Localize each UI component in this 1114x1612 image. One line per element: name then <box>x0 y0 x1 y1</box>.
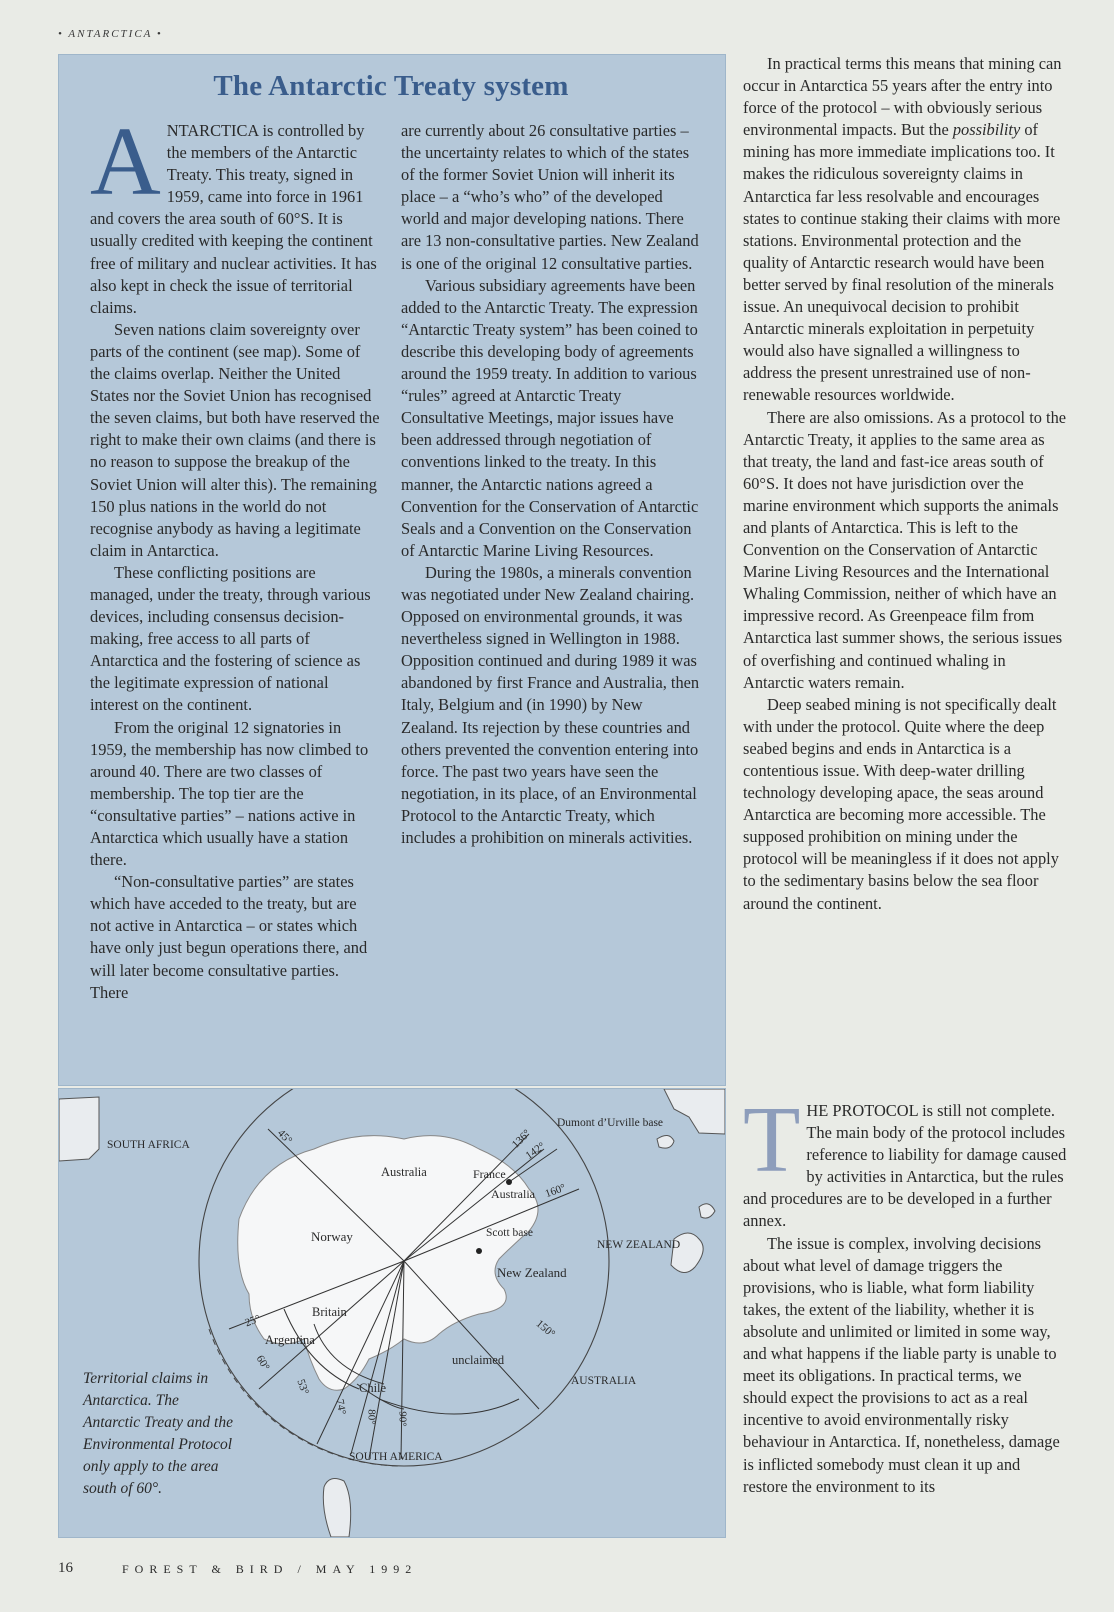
label-australia-land: AUSTRALIA <box>571 1375 637 1387</box>
paragraph: Various subsidiary agreements have been added to the Antarctic Treaty. The expression “Antarctic Treaty system” has been coined to describe this developing body of agreements around the 1959 treaty. In addition to various “rules” agreed at Antarctic Treaty Consultative Meetings, major issues have been addressed through negotiation of conventions linked to the treaty. In this manner, the Antarctic nations agreed a Convention for the Conservation of Antarctic Seals and a Convention on the Conservation of Antarctic Marine Living Resources. <box>401 275 699 560</box>
panel-column-1 <box>90 108 380 1004</box>
degree-90: 90° <box>396 1411 409 1427</box>
label-france: France <box>473 1167 506 1181</box>
degree-142: 142° <box>523 1140 548 1162</box>
paragraph: There are also omissions. As a protocol to the Antarctic Treaty, it applies to the same area as that treaty, the land and fast-ice areas south of 60°S. It does not have jurisdiction over the marine environment which supports the animals and plants of Antarctica. This is left to the Convention on the Conservation of Antarctic Marine Living Resources and the International Whaling Commission, neither of which have an impressive record. As Greenpeace film from Antarctica last summer shows, the serious issues of overfishing and continued whaling in Antarctic waters remain. <box>743 407 1067 692</box>
paragraph: are currently about 26 consultative parties – the uncertainty relates to which of the states of the former Soviet Union will inherit its place – a “who’s who” of the developed world and major developing nations. There are 13 non-consultative parties. New Zealand is one of the original 12 consultative parties. <box>401 121 699 273</box>
degree-136: 136° <box>509 1127 534 1151</box>
paragraph: THE PROTOCOL is still not complete. The main body of the protocol includes reference to liability for damage caused by activities in Antarctica, but the rules and procedures are to be developed in a further annex. <box>743 1088 1067 1231</box>
label-south-america: SOUTH AMERICA <box>349 1451 443 1463</box>
degree-53: 53° <box>294 1377 311 1397</box>
page-number: 16 <box>58 1560 73 1576</box>
right-column-top <box>743 53 1068 915</box>
label-australia-claim: Australia <box>381 1165 427 1179</box>
section-tag: • ANTARCTICA • <box>58 28 163 40</box>
label-dumont-base: Dumont d’Urville base <box>557 1117 664 1129</box>
paragraph: Seven nations claim sovereignty over parts of the continent (see map). Some of the claims overlap. Neither the United States nor the Soviet Union has recognised the seven claims, but both have reserved the right to make their own claims (and there is no reason to suppose the breakup of the Soviet Union will alter this). The remaining 150 plus nations in the world do not recognise anybody as having a legitimate claim in Antarctica. <box>90 319 380 560</box>
label-australia-claim-2: Australia <box>491 1187 535 1201</box>
degree-74: 74° <box>333 1398 348 1416</box>
panel-column-2 <box>401 120 701 849</box>
paragraph: During the 1980s, a minerals convention was negotiated under New Zealand chairing. Opposed on environmental grounds, it was nevertheless signed in Wellington in 1988. Opposition continued and during 1989 it was abandoned by first France and Australia, then Italy, Belgium and (in 1990) by New Zealand. Its rejection by these countries and others prevented the convention entering into force. The past two years have seen the negotiation, in its place, of an Environmental Protocol to the Antarctic Treaty, which includes a prohibition on minerals activities. <box>401 562 700 847</box>
degree-160: 160° <box>543 1181 568 1201</box>
paragraph: From the original 12 signatories in 1959, the membership has now climbed to around 40. There are two classes of membership. The top tier are the “consultative parties” – nations active in Antarctica which usually have a station there. <box>90 717 369 870</box>
degree-60: 60° <box>253 1353 272 1373</box>
dumont-base-dot <box>506 1179 512 1185</box>
drop-cap: A <box>90 108 161 216</box>
label-scott-base: Scott base <box>486 1227 533 1239</box>
paragraph: These conflicting positions are managed, under the treaty, through various devices, including consensus decision-making, free access to all parts of Antarctica and the fostering of science as the legitimate expression of national interest on the continent. <box>90 562 371 715</box>
paragraph: “Non-consultative parties” are states which have acceded to the treaty, but are not active in Antarctica – or states which have only just begun operations there, and will later become consultative parties. There <box>90 872 368 1002</box>
label-new-zealand-land: NEW ZEALAND <box>597 1239 681 1251</box>
paragraph: ANTARCTICA is controlled by the members of the Antarctic Treaty. This treaty, signed in 1959, came into force in 1961 and covers the area south of 60°S. It is usually credited with keeping the continent free of military and nuclear activities. It has also kept in check the issue of territorial claims. <box>90 108 377 317</box>
degree-150: 150° <box>533 1317 558 1341</box>
label-britain: Britain <box>312 1305 347 1319</box>
publication-footer: FOREST & BIRD / MAY 1992 <box>122 1562 418 1576</box>
degree-80: 80° <box>365 1409 378 1425</box>
paragraph: The issue is complex, involving decisions about what level of damage triggers the provisions, who is liable, what form liability takes, the extent of the liability, whether it is absolute and unlimited or limited in some way, and what happens if the liable party is unable to meet its obligations. In practical terms, we should expect the provisions to act as a real incentive to avoid environmentally risky behaviour in Antarctica. If, nonetheless, damage is inflicted somebody must clean it up and restore the environment to its <box>743 1233 1060 1496</box>
label-new-zealand-claim: New Zealand <box>497 1265 567 1280</box>
paragraph: Deep seabed mining is not specifically dealt with under the protocol. Quite where the deep seabed begins and ends in Antarctica is a contentious issue. With deep-water drilling technology developing apace, the seas around Antarctica are becoming more accessible. The supposed prohibition on mining under the protocol will be meaningless if it does not apply to the sedimentary basins below the sea floor around the continent. <box>743 694 1059 913</box>
label-chile: Chile <box>359 1381 387 1395</box>
label-norway: Norway <box>311 1229 353 1244</box>
scott-base-dot <box>476 1248 482 1254</box>
label-unclaimed: unclaimed <box>452 1353 505 1367</box>
drop-cap: T <box>743 1088 801 1192</box>
map-caption: Territorial claims in Antarctica. The Antarctic Treaty and the Environmental Protocol only apply to the area south of 60°. <box>83 1370 233 1497</box>
label-argentina: Argentina <box>265 1333 315 1347</box>
panel-title: The Antarctic Treaty system <box>213 70 569 102</box>
degree-25: 25° <box>243 1312 262 1330</box>
paragraph: In practical terms this means that mining can occur in Antarctica 55 years after the entry into force of the protocol – with obviously serious environmental impacts. But the possibility of mining has more immediate implications too. It makes the ridiculous sovereignty claims in Antarctica far less resolvable and encourages states to continue staking their claims with more stations. Environmental protection and the quality of Antarctic research would have been better served by final resolution of the minerals issue. An unequivocal decision to prohibit Antarctic minerals exploitation in perpetuity would also have signalled a willingness to address the present unrestrained use of non-renewable resources worldwide. <box>743 54 1062 405</box>
label-south-africa: SOUTH AFRICA <box>107 1139 190 1151</box>
right-column-bottom <box>743 1088 1068 1498</box>
degree-45: 45° <box>275 1127 295 1147</box>
